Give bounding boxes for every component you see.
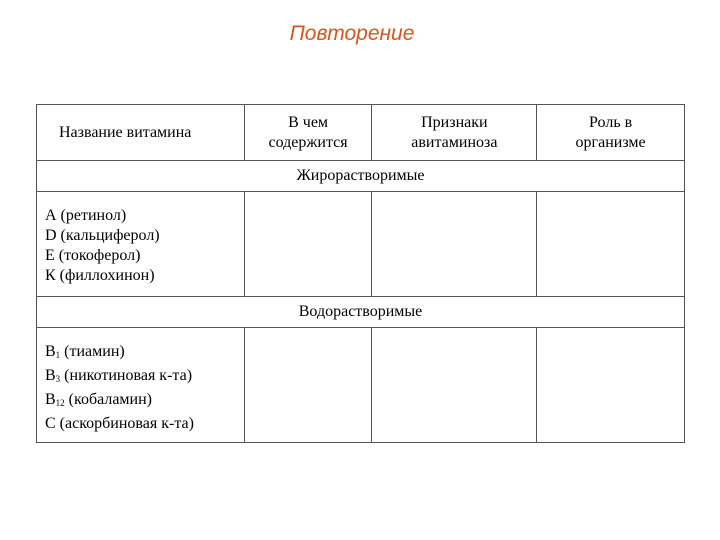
table-row-water-soluble xyxy=(37,328,685,443)
list-item: А (ретинол) xyxy=(45,207,127,224)
table-header-row xyxy=(37,105,685,161)
header-vitamin-name: Название витамина xyxy=(37,105,245,161)
fat-soluble-list-cell xyxy=(37,192,245,297)
header-role-line-2: организме xyxy=(575,133,646,151)
empty-cell xyxy=(372,192,537,297)
list-item: Е (токоферол) xyxy=(45,247,141,264)
list-item: С (аскорбиновая к-та) xyxy=(45,415,194,432)
list-item: $В_1$ (тиамин) xyxy=(45,343,125,360)
header-deficiency-signs xyxy=(372,105,537,161)
empty-cell xyxy=(244,192,372,297)
section-row-water-soluble xyxy=(37,297,685,328)
section-fat-soluble-label: Жирорастворимые xyxy=(37,161,685,192)
header-deficiency-line-1: Признаки xyxy=(421,113,488,131)
header-source xyxy=(244,105,372,161)
empty-cell xyxy=(537,328,685,443)
list-item: К (филлохинон) xyxy=(45,267,155,284)
header-role xyxy=(537,105,685,161)
table-row-fat-soluble xyxy=(37,192,685,297)
empty-cell xyxy=(244,328,372,443)
header-source-line-2: содержится xyxy=(268,133,348,151)
header-deficiency-line-2: авитаминоза xyxy=(411,133,498,151)
list-item: $В_3$ (никотиновая к-та) xyxy=(45,367,193,384)
water-soluble-list-cell xyxy=(37,328,245,443)
section-water-soluble-label: Водорастворимые xyxy=(37,297,685,328)
header-role-line-1: Роль в xyxy=(589,113,633,131)
list-item: D (кальциферол) xyxy=(45,227,160,244)
header-source-line-1: В чем xyxy=(288,113,329,131)
empty-cell xyxy=(372,328,537,443)
section-row-fat-soluble xyxy=(37,161,685,192)
vitamin-table xyxy=(36,104,685,443)
slide-title: Повторение xyxy=(289,22,415,45)
list-item: $В_{12}$ (кобаламин) xyxy=(45,391,153,408)
empty-cell xyxy=(537,192,685,297)
